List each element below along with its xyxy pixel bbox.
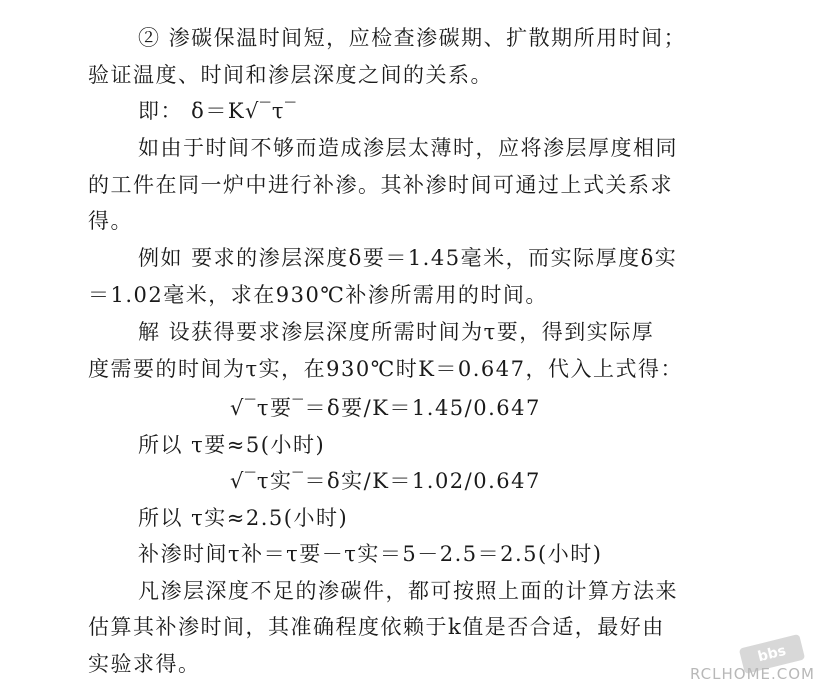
text-line-10: 度需要的时间为τ实，在930℃时K＝0.647，代入上式得： — [88, 357, 683, 381]
text-line-6: 得。 — [88, 209, 133, 233]
formula-line-3: 即： δ＝K√‾τ‾ — [138, 99, 298, 123]
text-line-5: 的工件在同一炉中进行补渗。其补渗时间可通过上式关系求 — [88, 173, 673, 197]
watermark-site: RCLHOME.COM — [689, 665, 815, 683]
formula-line-13: √‾τ实‾＝δ实/K＝1.02/0.647 — [230, 469, 541, 493]
formula-line-11: √‾τ要‾＝δ要/K＝1.45/0.647 — [230, 396, 541, 420]
watermark-badge: bbs — [739, 634, 805, 674]
text-line-4: 如由于时间不够而造成渗层太薄时，应将渗层厚度相同 — [138, 136, 678, 160]
calculation-line-15: 补渗时间τ补＝τ要－τ实＝5－2.5＝2.5(小时) — [138, 542, 603, 566]
result-line-14: 所以 τ实≈2.5(小时) — [138, 506, 349, 530]
result-line-12: 所以 τ要≈5(小时) — [138, 433, 326, 457]
text-line-18: 实验求得。 — [88, 652, 201, 676]
example-line-7: 例如 要求的渗层深度δ要＝1.45毫米，而实际厚度δ实 — [138, 246, 678, 270]
text-line-2: 验证温度、时间和渗层深度之间的关系。 — [88, 63, 493, 87]
text-line-8: ＝1.02毫米，求在930℃补渗所需用的时间。 — [88, 283, 548, 307]
text-line-17: 估算其补渗时间，其准确程度依赖于k值是否合适，最好由 — [88, 615, 665, 639]
solution-line-9: 解 设获得要求渗层深度所需时间为τ要，得到实际厚 — [138, 320, 655, 344]
text-line-1: ② 渗碳保温时间短，应检查渗碳期、扩散期所用时间； — [138, 26, 687, 50]
text-line-16: 凡渗层深度不足的渗碳件，都可按照上面的计算方法来 — [138, 579, 678, 603]
